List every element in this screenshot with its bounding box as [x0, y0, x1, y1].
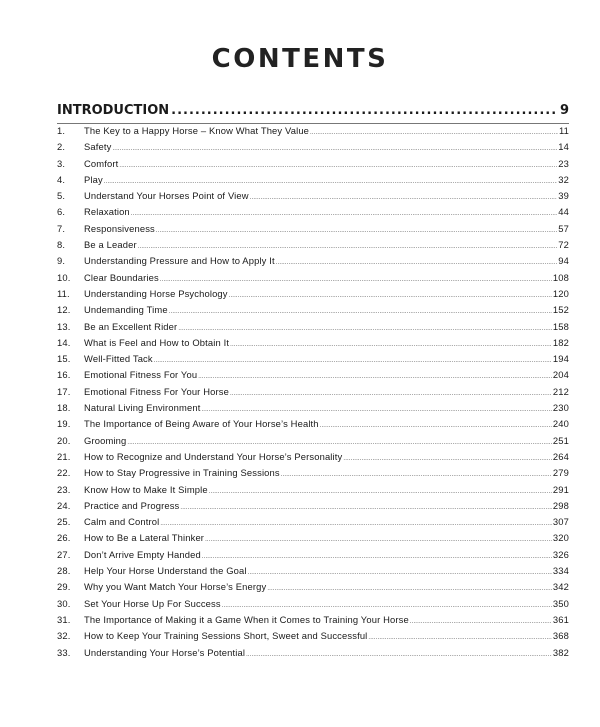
toc-chapter-number: 4.	[57, 173, 66, 185]
toc-chapter-title: Know How to Make It Simple	[84, 483, 208, 495]
toc-chapter-page: 342	[552, 581, 569, 593]
toc-chapter-title: The Importance of Making it a Game When it Comes to Training Your Horse	[84, 613, 409, 625]
toc-chapter-number: 23.	[57, 483, 71, 495]
toc-chapter-number: 32.	[57, 630, 71, 642]
toc-chapter-entry[interactable]	[57, 402, 569, 418]
toc-chapter-page: 94	[558, 255, 569, 267]
toc-chapter-list	[57, 125, 569, 663]
toc-chapter-number: 3.	[57, 157, 66, 169]
toc-chapter-entry[interactable]	[57, 239, 569, 255]
toc-chapter-page: 368	[552, 630, 569, 642]
toc-chapter-entry[interactable]	[57, 451, 569, 467]
toc-leader-dots	[169, 309, 552, 315]
toc-chapter-number: 21.	[57, 450, 71, 462]
toc-chapter-entry[interactable]	[57, 272, 569, 288]
toc-chapter-title: Don’t Arrive Empty Handed	[84, 548, 201, 560]
toc-chapter-entry[interactable]	[57, 288, 569, 304]
page-title: CONTENTS	[211, 44, 389, 74]
toc-chapter-entry[interactable]	[57, 206, 569, 222]
toc-chapter-page: 11	[558, 125, 569, 136]
toc-leader-dots	[209, 489, 552, 495]
toc-leader-dots	[112, 146, 557, 152]
toc-leader-dots	[230, 391, 552, 397]
toc-chapter-entry[interactable]	[57, 549, 569, 565]
toc-introduction-entry[interactable]	[57, 103, 569, 124]
toc-chapter-page: 350	[552, 597, 569, 609]
toc-leader-dots	[222, 603, 552, 609]
toc-leader-dots	[160, 277, 552, 283]
toc-chapter-title: The Importance of Being Aware of Your Horse’s Health	[84, 418, 319, 430]
toc-chapter-number: 18.	[57, 402, 71, 414]
toc-chapter-title: How to Stay Progressive in Training Sessions	[84, 467, 280, 479]
toc-chapter-number: 15.	[57, 353, 71, 365]
toc-leader-dots	[320, 423, 552, 429]
toc-leader-dots	[246, 652, 552, 658]
toc-chapter-title: The Key to a Happy Horse – Know What They Value	[84, 125, 310, 136]
toc-chapter-entry[interactable]	[57, 532, 569, 548]
toc-leader-dots	[267, 586, 552, 592]
toc-chapter-page: 240	[552, 418, 569, 430]
toc-chapter-number: 8.	[57, 239, 66, 251]
toc-chapter-page: 23	[558, 157, 569, 169]
toc-chapter-page: 264	[552, 450, 569, 462]
toc-chapter-title: How to Keep Your Training Sessions Short, Sweet and Successful	[84, 630, 368, 642]
toc-chapter-title: Play	[84, 173, 103, 185]
toc-chapter-title: Be an Excellent Rider	[84, 320, 178, 332]
toc-chapter-number: 6.	[57, 206, 66, 218]
toc-chapter-title: Understanding Horse Psychology	[84, 287, 228, 299]
toc-chapter-page: 32	[558, 173, 569, 185]
toc-chapter-entry[interactable]	[57, 598, 569, 614]
toc-leader-dots	[205, 537, 552, 543]
toc-chapter-page: 334	[552, 565, 569, 577]
toc-chapter-title: Safety	[84, 141, 112, 153]
toc-chapter-title: Emotional Fitness For Your Horse	[84, 385, 229, 397]
toc-chapter-number: 33.	[57, 646, 71, 658]
toc-chapter-title: Clear Boundaries	[84, 271, 159, 283]
toc-leader-dots	[276, 260, 557, 266]
toc-chapter-title: How to Recognize and Understand Your Horse’s Personality	[84, 450, 343, 462]
toc-chapter-page: 326	[552, 548, 569, 560]
toc-leader-dots	[248, 570, 552, 576]
toc-chapter-number: 24.	[57, 499, 71, 511]
toc-chapter-entry[interactable]	[57, 435, 569, 451]
toc-chapter-entry[interactable]	[57, 321, 569, 337]
toc-chapter-entry[interactable]	[57, 125, 569, 141]
toc-chapter-title: Practice and Progress	[84, 499, 180, 511]
toc-chapter-page: 57	[558, 222, 569, 234]
toc-leader-dots	[281, 472, 552, 478]
toc-leader-dots	[178, 326, 552, 332]
toc-chapter-page: 279	[552, 467, 569, 479]
toc-chapter-page: 194	[552, 353, 569, 365]
toc-chapter-entry[interactable]	[57, 337, 569, 353]
toc-chapter-entry[interactable]	[57, 647, 569, 663]
toc-chapter-page: 158	[552, 320, 569, 332]
toc-chapter-page: 230	[552, 402, 569, 414]
toc-chapter-title: Help Your Horse Understand the Goal	[84, 565, 247, 577]
toc-leader-dots	[154, 358, 552, 364]
toc-chapter-page: 361	[552, 613, 569, 625]
toc-chapter-title: Comfort	[84, 157, 119, 169]
toc-leader-dots	[119, 163, 557, 169]
toc-leader-dots	[230, 342, 552, 348]
toc-chapter-entry[interactable]	[57, 174, 569, 190]
toc-leader-dots	[343, 456, 552, 462]
table-of-contents	[57, 103, 569, 663]
toc-chapter-page: 14	[558, 141, 569, 153]
toc-leader-dots	[171, 103, 558, 118]
toc-leader-dots	[180, 505, 552, 511]
toc-chapter-title: Relaxation	[84, 206, 130, 218]
toc-chapter-number: 19.	[57, 418, 71, 430]
toc-chapter-page: 39	[558, 190, 569, 202]
toc-chapter-number: 7.	[57, 222, 66, 234]
toc-chapter-page: 382	[552, 646, 569, 658]
toc-chapter-title: Calm and Control	[84, 516, 160, 528]
toc-chapter-number: 14.	[57, 336, 71, 348]
toc-chapter-page: 72	[558, 239, 569, 251]
toc-chapter-number: 1.	[57, 125, 66, 136]
toc-introduction-page: 9	[559, 103, 569, 118]
toc-chapter-entry[interactable]	[57, 158, 569, 174]
toc-chapter-entry[interactable]	[57, 190, 569, 206]
toc-chapter-number: 11.	[57, 287, 70, 299]
toc-leader-dots	[229, 293, 552, 299]
toc-chapter-page: 182	[552, 336, 569, 348]
toc-chapter-number: 20.	[57, 434, 71, 446]
toc-leader-dots	[198, 374, 552, 380]
toc-chapter-entry[interactable]	[57, 467, 569, 483]
toc-chapter-entry[interactable]	[57, 516, 569, 532]
toc-leader-dots	[368, 635, 551, 641]
toc-leader-dots	[201, 407, 551, 413]
toc-leader-dots	[127, 440, 552, 446]
toc-chapter-number: 2.	[57, 141, 66, 153]
toc-chapter-entry[interactable]	[57, 304, 569, 320]
toc-chapter-number: 10.	[57, 271, 71, 283]
toc-chapter-entry[interactable]	[57, 418, 569, 434]
toc-chapter-entry[interactable]	[57, 141, 569, 157]
toc-chapter-title: Understand Your Horses Point of View	[84, 190, 249, 202]
toc-leader-dots	[202, 554, 552, 560]
toc-chapter-title: What is Feel and How to Obtain It	[84, 336, 230, 348]
toc-chapter-title: Natural Living Environment	[84, 402, 201, 414]
toc-chapter-entry[interactable]	[57, 500, 569, 516]
toc-introduction-label: INTRODUCTION	[57, 103, 170, 118]
toc-leader-dots	[131, 211, 557, 217]
toc-chapter-number: 16.	[57, 369, 71, 381]
toc-chapter-title: Understanding Your Horse’s Potential	[84, 646, 246, 658]
toc-chapter-title: Responsiveness	[84, 222, 155, 234]
toc-chapter-entry[interactable]	[57, 255, 569, 271]
toc-chapter-title: Be a Leader	[84, 239, 137, 251]
toc-chapter-title: Set Your Horse Up For Success	[84, 597, 221, 609]
toc-chapter-title: Grooming	[84, 434, 127, 446]
toc-chapter-page: 44	[558, 206, 569, 218]
toc-chapter-number: 17.	[57, 385, 71, 397]
toc-chapter-page: 120	[552, 287, 569, 299]
toc-chapter-number: 22.	[57, 467, 71, 479]
toc-chapter-entry[interactable]	[57, 484, 569, 500]
toc-leader-dots	[104, 179, 557, 185]
toc-chapter-title: Emotional Fitness For You	[84, 369, 198, 381]
toc-chapter-entry[interactable]	[57, 386, 569, 402]
toc-chapter-title: Well-Fitted Tack	[84, 353, 153, 365]
toc-chapter-page: 291	[552, 483, 569, 495]
toc-chapter-page: 204	[552, 369, 569, 381]
toc-chapter-entry[interactable]	[57, 565, 569, 581]
toc-chapter-number: 28.	[57, 565, 71, 577]
toc-chapter-entry[interactable]	[57, 614, 569, 630]
toc-leader-dots	[160, 521, 552, 527]
toc-chapter-number: 25.	[57, 516, 71, 528]
toc-leader-dots	[138, 244, 558, 250]
toc-chapter-page: 108	[552, 271, 569, 283]
toc-chapter-number: 13.	[57, 320, 71, 332]
toc-chapter-entry[interactable]	[57, 369, 569, 385]
toc-leader-dots	[310, 130, 558, 136]
toc-leader-dots	[410, 619, 552, 625]
toc-chapter-page: 307	[552, 516, 569, 528]
toc-leader-dots	[250, 195, 558, 201]
toc-chapter-number: 9.	[57, 255, 66, 267]
toc-chapter-title: Why you Want Match Your Horse’s Energy	[84, 581, 267, 593]
toc-chapter-number: 5.	[57, 190, 66, 202]
toc-chapter-title: Understanding Pressure and How to Apply It	[84, 255, 275, 267]
toc-chapter-page: 298	[552, 499, 569, 511]
toc-chapter-number: 26.	[57, 532, 71, 544]
toc-chapter-page: 212	[552, 385, 569, 397]
toc-chapter-number: 29.	[57, 581, 71, 593]
toc-chapter-entry[interactable]	[57, 223, 569, 239]
toc-chapter-number: 30.	[57, 597, 71, 609]
toc-chapter-title: How to Be a Lateral Thinker	[84, 532, 205, 544]
toc-chapter-page: 251	[552, 434, 569, 446]
toc-chapter-number: 31.	[57, 613, 71, 625]
toc-leader-dots	[156, 228, 557, 234]
toc-chapter-entry[interactable]	[57, 630, 569, 646]
toc-chapter-entry[interactable]	[57, 581, 569, 597]
toc-chapter-page: 152	[552, 304, 569, 316]
toc-chapter-title: Undemanding Time	[84, 304, 168, 316]
toc-chapter-number: 27.	[57, 548, 71, 560]
toc-chapter-number: 12.	[57, 304, 71, 316]
toc-chapter-entry[interactable]	[57, 353, 569, 369]
toc-chapter-page: 320	[552, 532, 569, 544]
